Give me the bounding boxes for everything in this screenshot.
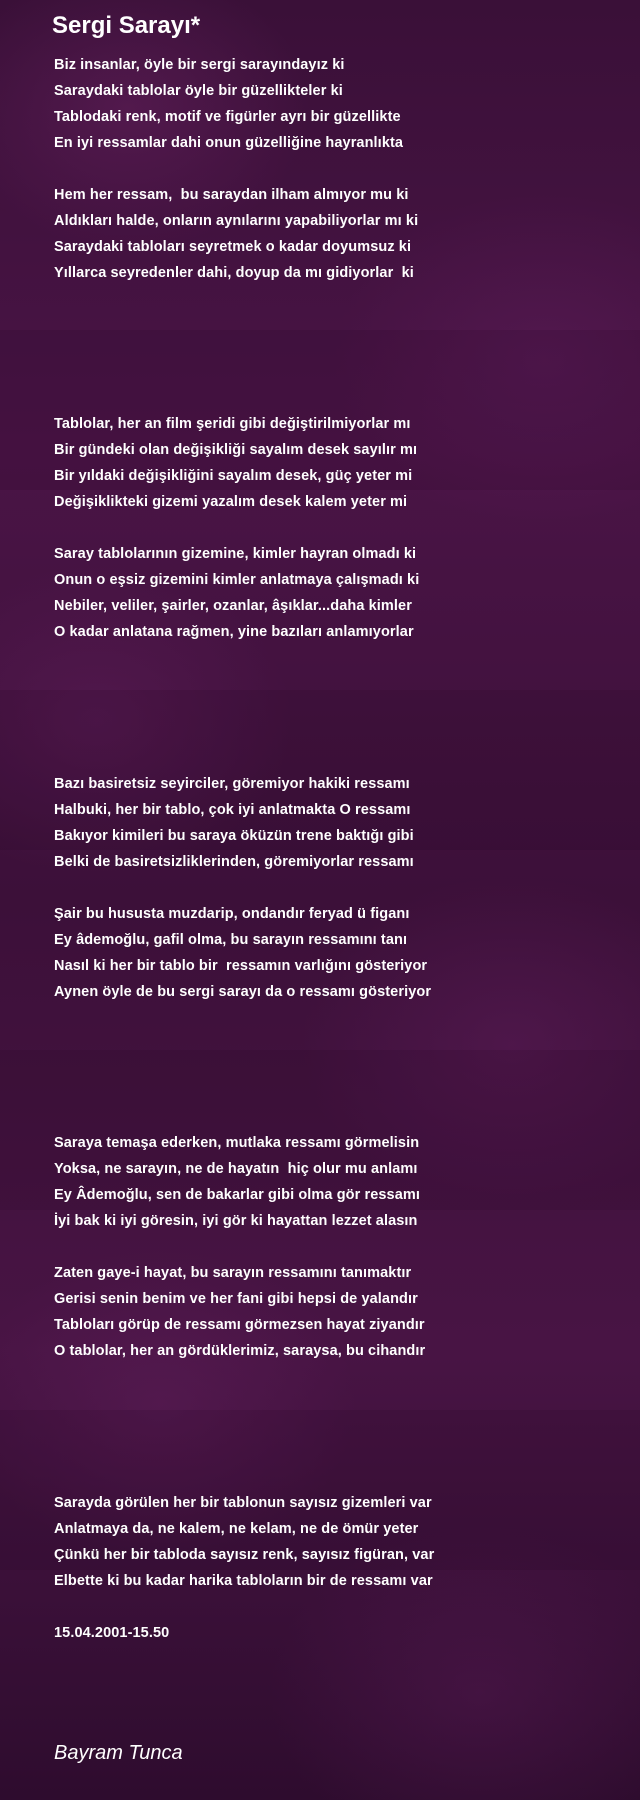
poem-line: O kadar anlatana rağmen, yine bazıları anlamıyorlar (54, 624, 414, 640)
poem-line: Tabloları görüp de ressamı görmezsen hayat ziyandır (54, 1317, 425, 1333)
poem-line: Çünkü her bir tabloda sayısız renk, sayısız figüran, var (54, 1547, 435, 1563)
poem-line: Biz insanlar, öyle bir sergi sarayındayız ki (54, 57, 345, 73)
poem-line: Ey âdemoğlu, gafil olma, bu sarayın ressamını tanı (54, 932, 408, 948)
poem-line: Nebiler, veliler, şairler, ozanlar, âşıklar...daha kimler (54, 598, 412, 614)
poem-line: Nasıl ki her bir tablo bir ressamın varlığını gösteriyor (54, 958, 428, 974)
poem-date: 15.04.2001-15.50 (54, 1625, 170, 1641)
poem-line: Bir gündeki olan değişikliği sayalım desek sayılır mı (54, 442, 418, 458)
poem-line: Gerisi senin benim ve her fani gibi hepsi de yalandır (54, 1291, 418, 1307)
poem-line: İyi bak ki iyi göresin, iyi gör ki hayattan lezzet alasın (54, 1213, 418, 1229)
poem-line: Halbuki, her bir tablo, çok iyi anlatmakta O ressamı (54, 802, 411, 818)
poem-line: Zaten gaye-i hayat, bu sarayın ressamını tanımaktır (54, 1265, 412, 1281)
poem-title: Sergi Sarayı* (52, 12, 201, 39)
poem-line: Bakıyor kimileri bu saraya öküzün trene baktığı gibi (54, 828, 414, 844)
poem-line: Ey Âdemoğlu, sen de bakarlar gibi olma gör ressamı (54, 1187, 421, 1203)
poem-line: Belki de basiretsizliklerinden, göremiyorlar ressamı (54, 854, 414, 870)
poem-line: O tablolar, her an gördüklerimiz, saraysa, bu cihandır (54, 1343, 426, 1359)
poem-line: Sarayda görülen her bir tablonun sayısız gizemleri var (54, 1495, 432, 1511)
poem-line: Anlatmaya da, ne kalem, ne kelam, ne de ömür yeter (54, 1521, 419, 1537)
poem-line: Değişiklikteki gizemi yazalım desek kalem yeter mi (54, 494, 408, 510)
poem-author: Bayram Tunca (54, 1742, 183, 1764)
poem-line: Saray tablolarının gizemine, kimler hayran olmadı ki (54, 546, 417, 562)
poem-line: Yoksa, ne sarayın, ne de hayatın hiç olur mu anlamı (54, 1161, 418, 1177)
poem-line: Şair bu hususta muzdarip, ondandır feryad ü figanı (54, 906, 410, 922)
poem-line: En iyi ressamlar dahi onun güzelliğine hayranlıkta (54, 135, 404, 151)
poem-line: Bazı basiretsiz seyirciler, göremiyor hakiki ressamı (54, 776, 410, 792)
poem-line: Saraydaki tabloları seyretmek o kadar doyumsuz ki (54, 239, 412, 255)
poem-line: Onun o eşsiz gizemini kimler anlatmaya çalışmadı ki (54, 572, 420, 588)
poem-line: Bir yıldaki değişikliğini sayalım desek, güç yeter mi (54, 468, 413, 484)
poem-line: Tablolar, her an film şeridi gibi değiştirilmiyorlar mı (54, 416, 411, 432)
poem-line: Saraydaki tablolar öyle bir güzellikteler ki (54, 83, 343, 99)
poem-line: Aynen öyle de bu sergi sarayı da o ressamı gösteriyor (54, 984, 432, 1000)
poem-line: Elbette ki bu kadar harika tabloların bir de ressamı var (54, 1573, 433, 1589)
poem-line: Tablodaki renk, motif ve figürler ayrı bir güzellikte (54, 109, 401, 125)
poem-line: Aldıkları halde, onların aynılarını yapabiliyorlar mı ki (54, 213, 419, 229)
poem-line: Hem her ressam, bu saraydan ilham almıyor mu ki (54, 187, 409, 203)
poem-line: Saraya temaşa ederken, mutlaka ressamı görmelisin (54, 1135, 420, 1151)
poem-line: Yıllarca seyredenler dahi, doyup da mı gidiyorlar ki (54, 265, 414, 281)
